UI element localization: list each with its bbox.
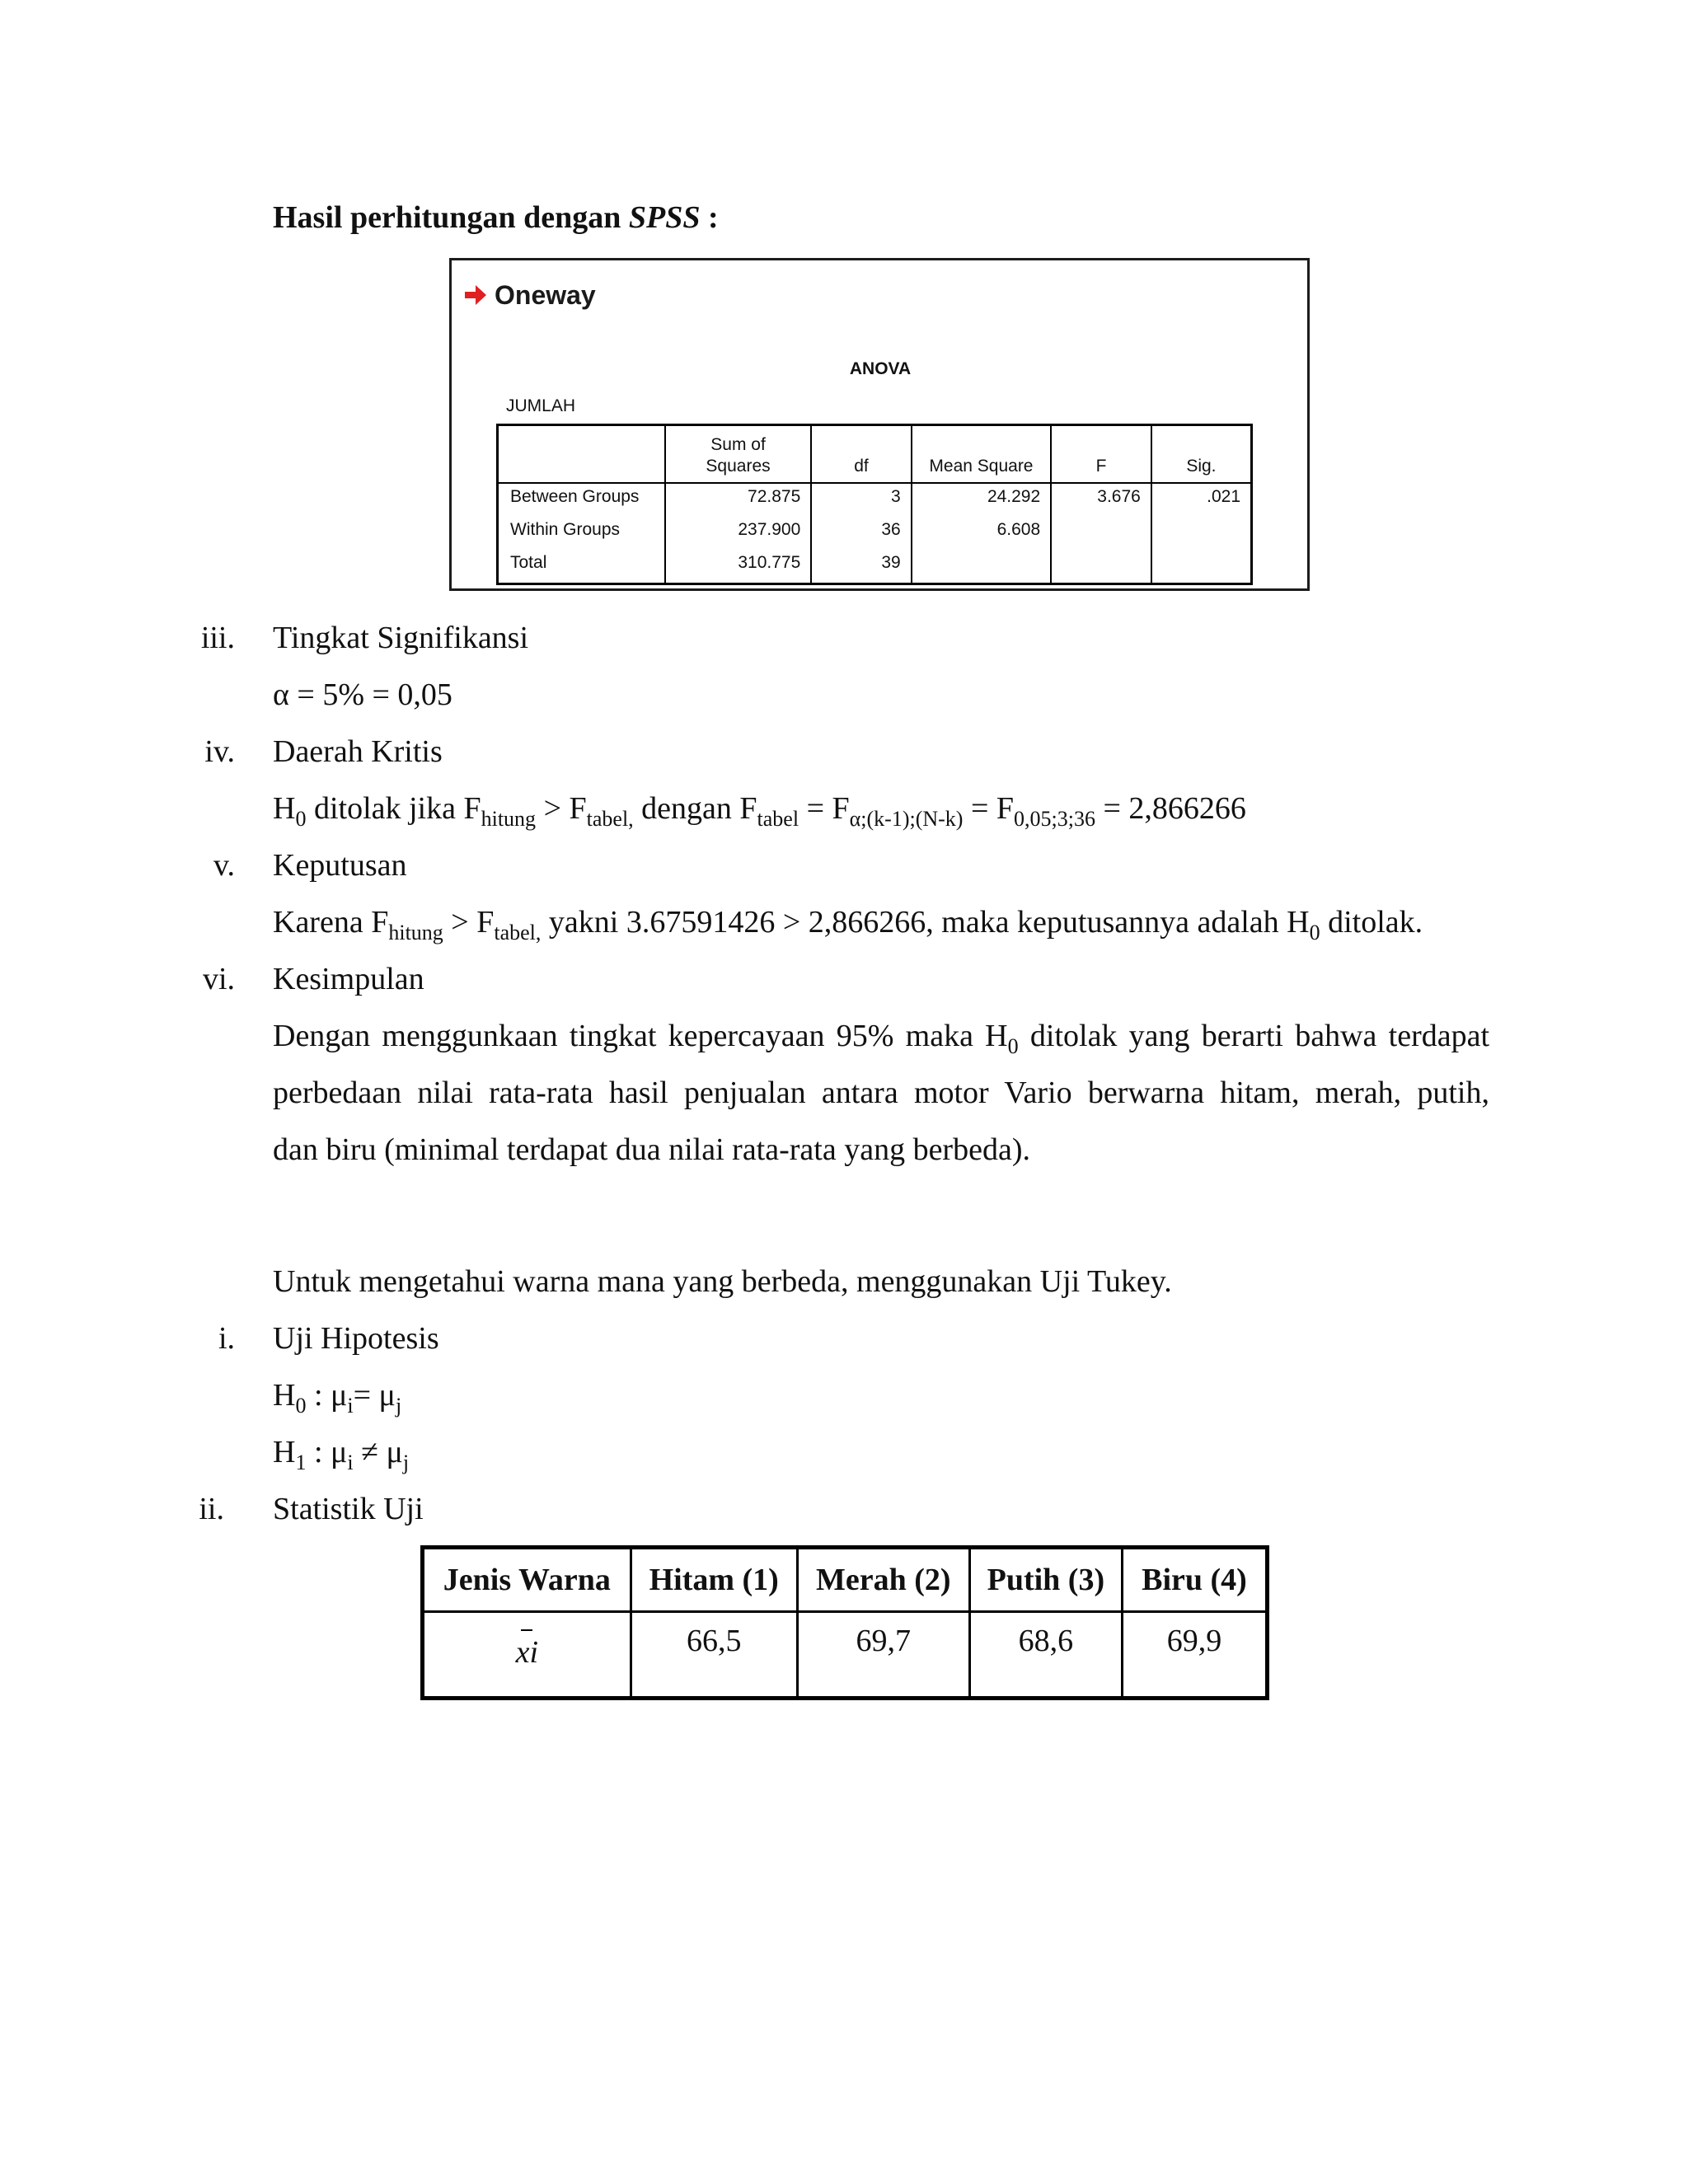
header-blank (498, 425, 665, 484)
df-cell: 3 (811, 483, 911, 517)
table-row (423, 1612, 1268, 1699)
step-title: Statistik Uji (273, 1492, 424, 1526)
header-f: F (1051, 425, 1151, 484)
procedure-title: Oneway (495, 280, 596, 310)
step-title: Tingkat Signifikansi (273, 621, 529, 655)
f-cell (1051, 517, 1151, 550)
conclusion-line-1: Dengan menggunkaan tingkat kepercayaan 95% maka $H_0$ ditolak yang berarti bahwa terdapat (273, 1019, 1490, 1058)
hypothesis-h0: $H_0$ : $\mu_i= \mu_j$ (273, 1378, 402, 1418)
sum-of-squares-cell: 237.900 (665, 517, 811, 550)
step-title: Kesimpulan (273, 962, 424, 996)
anova-header-row (498, 425, 1252, 484)
header-merah: Merah (2) (797, 1548, 969, 1612)
step-number: iv. (204, 734, 235, 769)
header-jenis-warna: Jenis Warna (423, 1548, 631, 1612)
spss-output-figure (449, 258, 1310, 591)
critical-region-line: $H_0$ ditolak jika $F_{hitung} > F_{tabel,}$ dengan $F_{tabel} = F_{\alpha;(k-1);(N-k)} = F_{0,05;3;36} = 2,866266$ (273, 791, 1246, 831)
step-number: v. (213, 848, 235, 883)
table-header-row (423, 1548, 1268, 1612)
header-putih: Putih (3) (969, 1548, 1122, 1612)
dependent-variable-label: JUMLAH (506, 396, 576, 415)
step-number: iii. (200, 621, 235, 655)
table-row (498, 517, 1252, 550)
df-cell: 36 (811, 517, 911, 550)
anova-title: ANOVA (849, 359, 912, 378)
sig-cell (1151, 517, 1252, 550)
group-means-table (420, 1545, 1269, 1700)
mean-putih: 68,6 (969, 1612, 1122, 1699)
row-label: Total (510, 553, 547, 572)
df-cell: 39 (811, 550, 911, 584)
header-sig: Sig. (1151, 425, 1252, 484)
alpha-line: α = 5% = 0,05 (273, 677, 452, 712)
step-title: Keputusan (273, 848, 407, 883)
header-biru: Biru (4) (1122, 1548, 1267, 1612)
header-df: df (811, 425, 911, 484)
row-label: Between Groups (510, 487, 640, 506)
hypothesis-h1: $H_1$ : $\mu_i \ne \mu_j$ (273, 1435, 410, 1474)
conclusion-line-2: perbedaan nilai rata-rata hasil penjualan antara motor Vario berwarna hitam, merah, putih, (273, 1076, 1489, 1110)
decision-line: Karena $F_{hitung} > F_{tabel,}$ yakni 3.67591426 > 2,866266, maka keputusannya adalah $H_0$ ditolak. (273, 905, 1423, 944)
conclusion-line-3: dan biru (minimal terdapat dua nilai rata-rata yang berbeda). (273, 1132, 1030, 1167)
header-sum-of-squares: Sum of Squares (665, 425, 811, 484)
header-hitam: Hitam (1) (631, 1548, 797, 1612)
sig-cell (1151, 550, 1252, 584)
mean-biru: 69,9 (1122, 1612, 1267, 1699)
mean-square-cell: 6.608 (912, 517, 1051, 550)
row-label: Within Groups (510, 520, 621, 539)
f-cell: 3.676 (1051, 483, 1151, 517)
sum-of-squares-cell: 310.775 (665, 550, 811, 584)
table-row (498, 483, 1252, 517)
mean-hitam: 66,5 (631, 1612, 797, 1699)
mean-square-cell (912, 550, 1051, 584)
red-arrow-icon (465, 285, 486, 305)
f-cell (1051, 550, 1151, 584)
step-number: ii. (199, 1492, 224, 1526)
section-heading: Hasil perhitungan dengan SPSS : (273, 200, 719, 235)
mean-square-cell: 24.292 (912, 483, 1051, 517)
sum-of-squares-cell: 72.875 (665, 483, 811, 517)
header-mean-square: Mean Square (912, 425, 1051, 484)
mean-merah: 69,7 (797, 1612, 969, 1699)
step-title: Daerah Kritis (273, 734, 443, 769)
tukey-intro: Untuk mengetahui warna mana yang berbeda, menggunakan Uji Tukey. (273, 1264, 1172, 1299)
row-label-xbar: xi (423, 1612, 631, 1699)
sig-cell: .021 (1151, 483, 1252, 517)
step-title: Uji Hipotesis (273, 1321, 439, 1356)
step-number: vi. (202, 962, 235, 996)
step-number: i. (218, 1321, 235, 1356)
table-row (498, 550, 1252, 584)
anova-table (496, 424, 1253, 585)
